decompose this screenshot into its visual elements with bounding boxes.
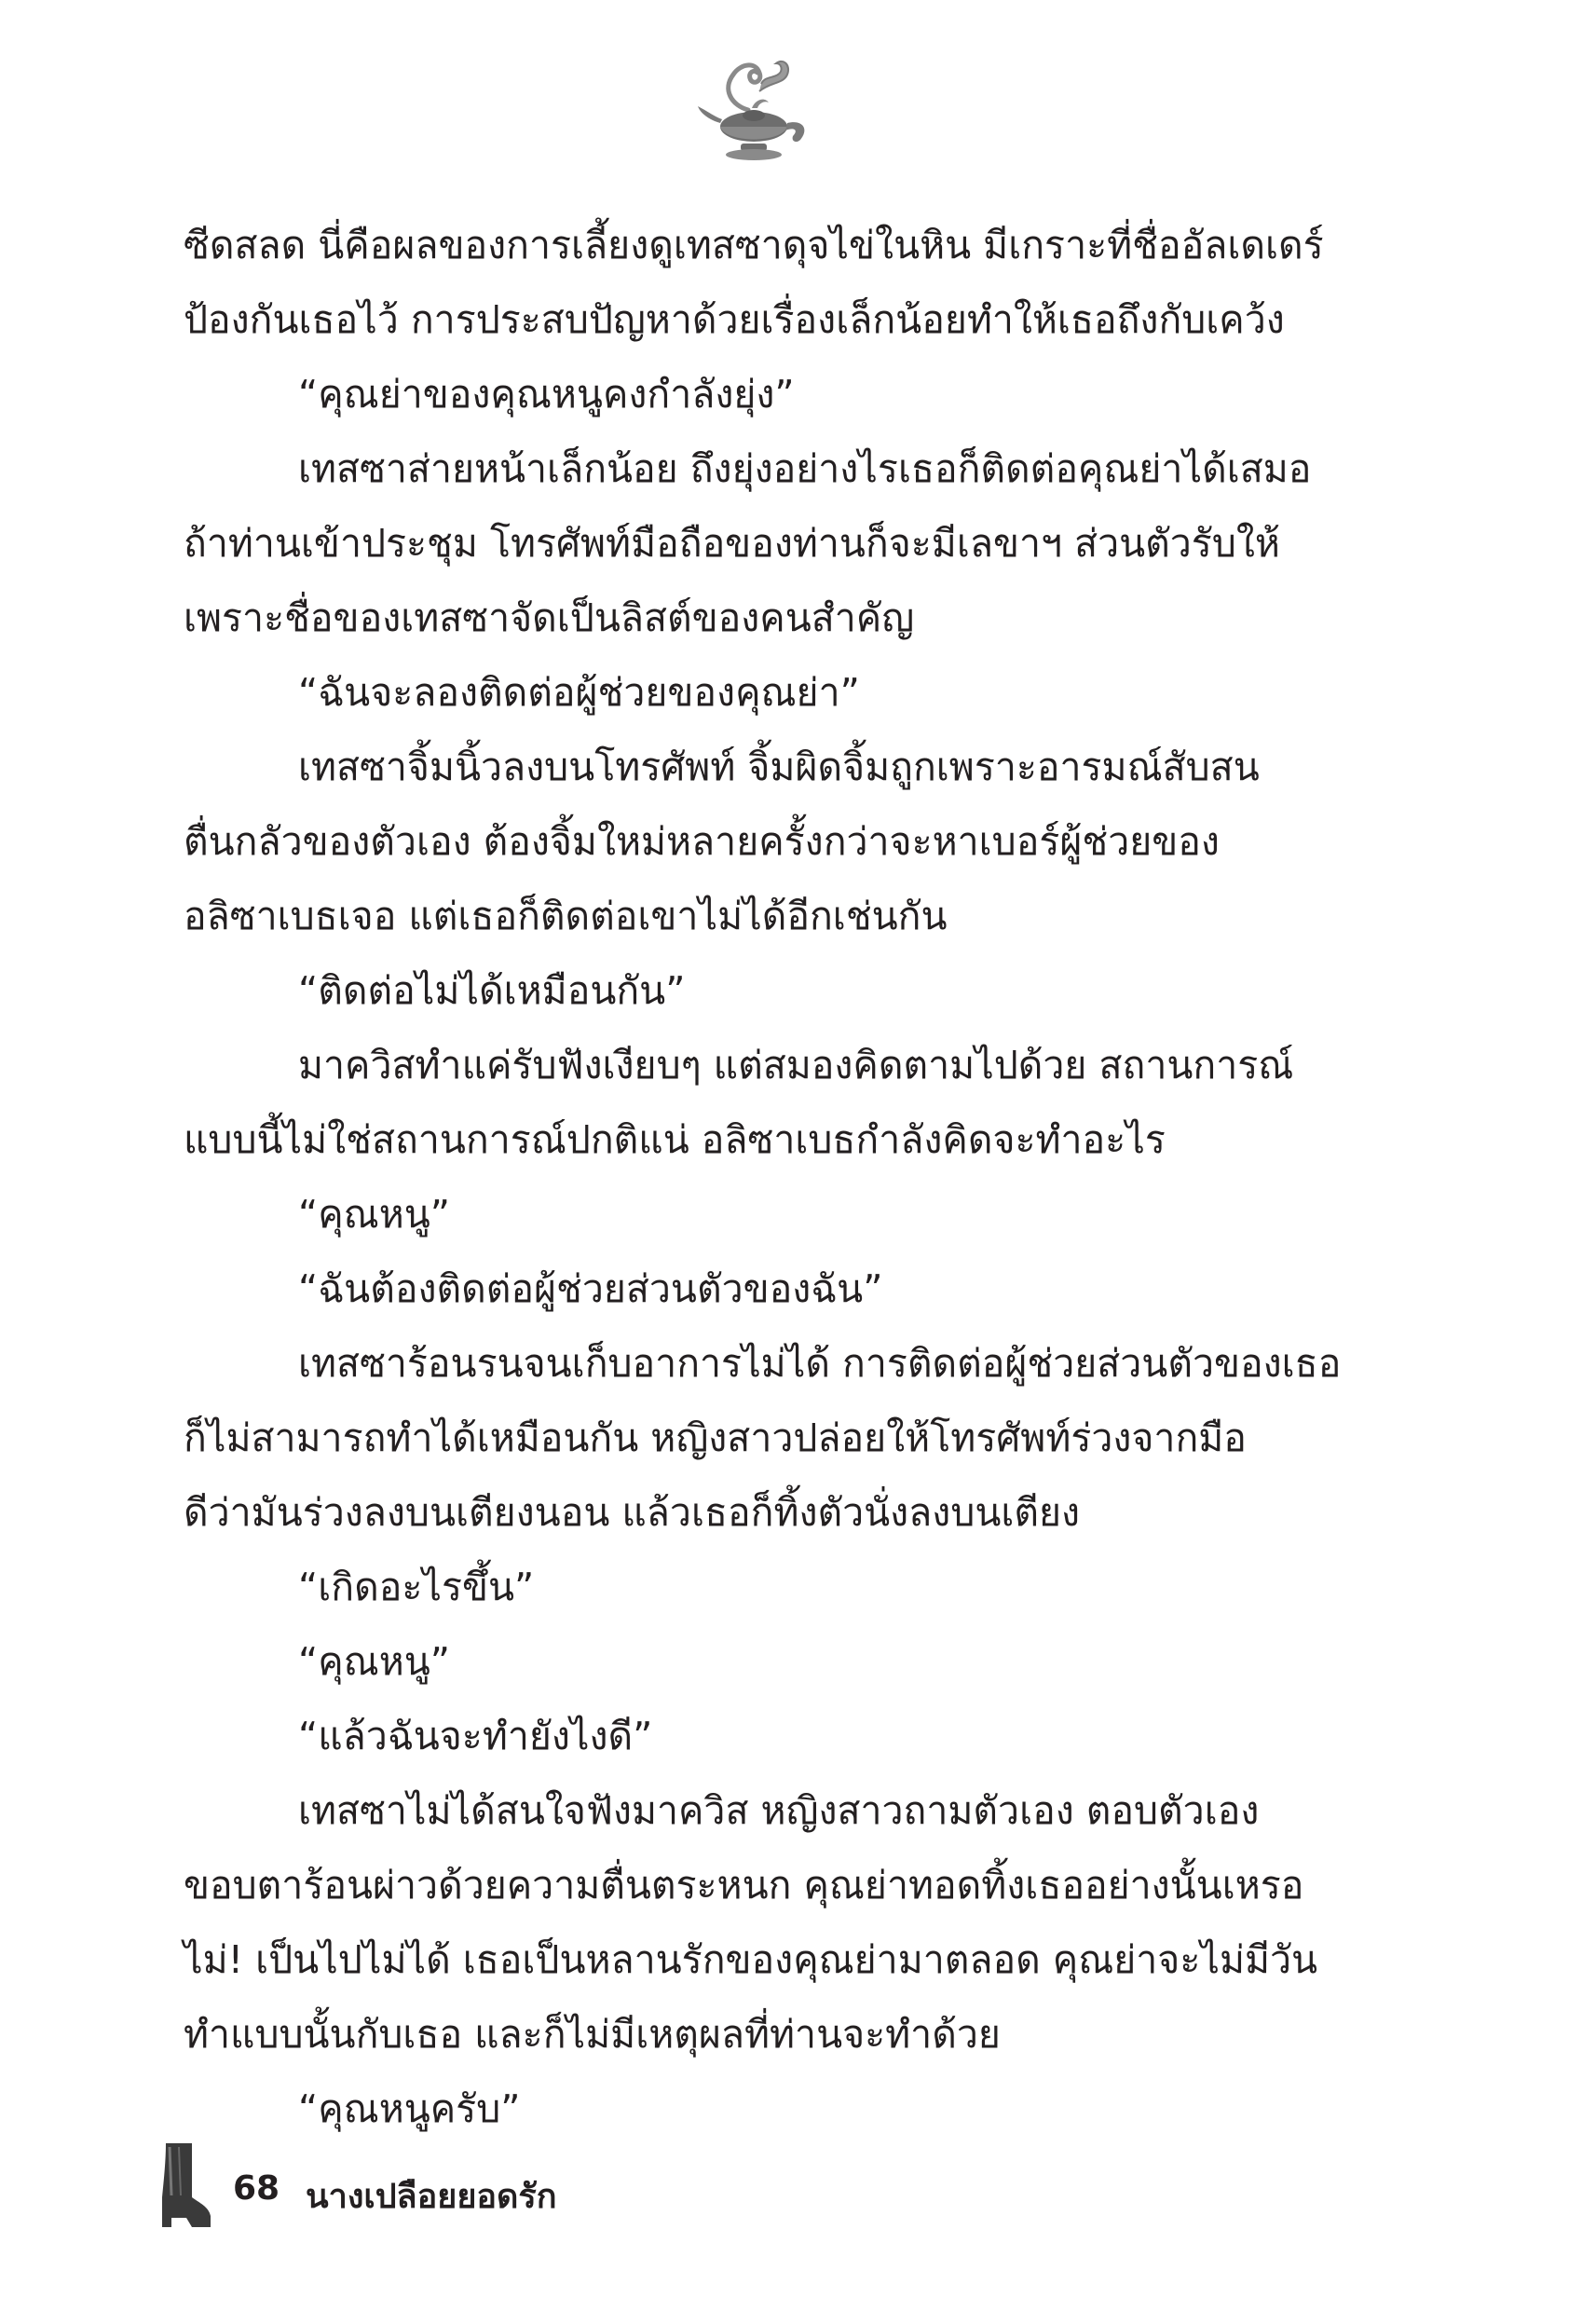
text-line: เพราะชื่อของเทสซาจัดเป็นลิสต์ของคนสำคัญ: [184, 595, 915, 640]
text-line: เทสซาร้อนรนจนเก็บอาการไม่ได้ การติดต่อผู้ช่วยส่วนตัวของเธอ: [298, 1341, 1342, 1386]
text-line: ดีว่ามันร่วงลงบนเตียงนอน แล้วเธอก็ทิ้งตัวนั่งลงบนเตียง: [184, 1490, 1081, 1535]
text-line: ซีดสลด นี่คือผลของการเลี้ยงดูเทสซาดุจไข่ในหิน มีเกราะที่ชื่ออัลเดเดร์: [184, 223, 1324, 267]
text-line: แบบนี้ไม่ใช่สถานการณ์ปกติแน่ อลิซาเบธกำลังคิดจะทำอะไร: [184, 1117, 1166, 1162]
text-line: มาควิสทำแค่รับฟังเงียบๆ แต่สมองคิดตามไปด้วย สถานการณ์: [298, 1043, 1294, 1087]
text-line: ไม่! เป็นไปไม่ได้ เธอเป็นหลานรักของคุณย่ามาตลอด คุณย่าจะไม่มีวัน: [184, 1937, 1318, 1982]
text-line: ขอบตาร้อนผ่าวด้วยความตื่นตระหนก คุณย่าทอดทิ้งเธออย่างนั้นเหรอ: [184, 1863, 1304, 1908]
text-line: “คุณหนู”: [298, 1639, 450, 1684]
text-line: “ฉันต้องติดต่อผู้ช่วยส่วนตัวของฉัน”: [298, 1266, 883, 1311]
text-line: ถ้าท่านเข้าประชุม โทรศัพท์มือถือของท่านก็จะมีเลขาฯ ส่วนตัวรับให้: [184, 521, 1280, 566]
text-line: อลิซาเบธเจอ แต่เธอก็ติดต่อเขาไม่ได้อีกเช่นกัน: [184, 894, 948, 938]
book-title: นางเปลือยยอดรัก: [306, 2178, 557, 2216]
text-line: เทสซาไม่ได้สนใจฟังมาควิส หญิงสาวถามตัวเอง ตอบตัวเอง: [298, 1788, 1260, 1833]
text-line: เทสซาส่ายหน้าเล็กน้อย ถึงยุ่งอย่างไรเธอก็ติดต่อคุณย่าได้เสมอ: [298, 446, 1312, 491]
text-line: ตื่นกลัวของตัวเอง ต้องจิ้มใหม่หลายครั้งกว่าจะหาเบอร์ผู้ช่วยของ: [184, 819, 1220, 864]
text-line: “แล้วฉันจะทำยังไงดี”: [298, 1714, 653, 1758]
text-line: “ติดต่อไม่ได้เหมือนกัน”: [298, 968, 686, 1013]
boot-icon: [158, 2141, 212, 2230]
text-line: เทสซาจิ้มนิ้วลงบนโทรศัพท์ จิ้มผิดจิ้มถูกเพราะอารมณ์สับสน: [298, 745, 1260, 789]
text-line: ก็ไม่สามารถทำได้เหมือนกัน หญิงสาวปล่อยให้โทรศัพท์ร่วงจากมือ: [184, 1415, 1247, 1460]
text-line: “คุณย่าของคุณหนูคงกำลังยุ่ง”: [298, 372, 795, 417]
text-line: “เกิดอะไรขึ้น”: [298, 1565, 535, 1609]
text-line: ป้องกันเธอไว้ การประสบปัญหาด้วยเรื่องเล็กน้อยทำให้เธอถึงกับเคว้ง: [184, 297, 1285, 342]
page-footer: [158, 2141, 811, 2235]
text-line: ทำแบบนั้นกับเธอ และก็ไม่มีเหตุผลที่ท่านจะทำด้วย: [184, 2012, 1001, 2057]
text-line: “คุณหนูครับ”: [298, 2086, 521, 2131]
page-number: 68: [233, 2169, 280, 2208]
text-line: “ฉันจะลองติดต่อผู้ช่วยของคุณย่า”: [298, 670, 860, 715]
text-line: “คุณหนู”: [298, 1192, 450, 1237]
